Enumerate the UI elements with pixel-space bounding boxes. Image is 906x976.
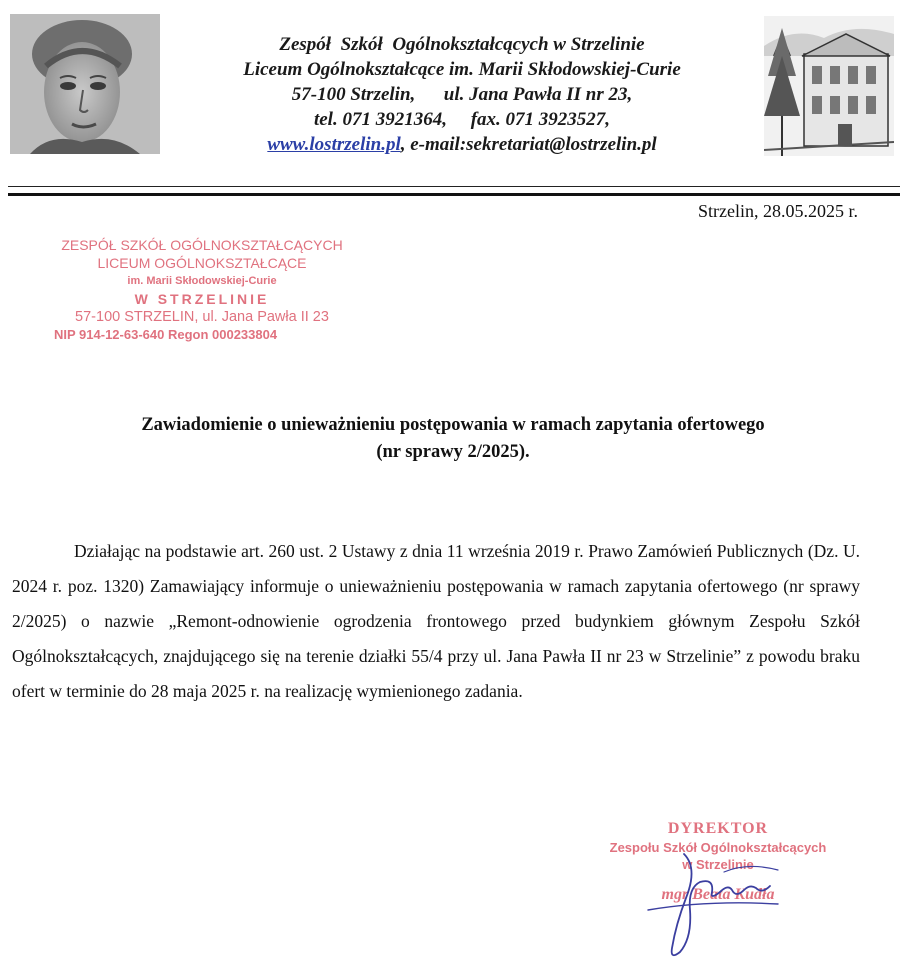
director-org: Zespołu Szkół Ogólnokształcących [609, 840, 827, 855]
director-city: w Strzelinie [682, 857, 754, 872]
school-address: 57-100 Strzelin, ul. Jana Pawła II nr 23, [291, 84, 633, 105]
document-date: Strzelin, 28.05.2025 r. [698, 201, 858, 221]
title-line-1: Zawiadomienie o unieważnieniu postępowania w ramach zapytania ofertowego [141, 415, 765, 435]
school-phone-fax: tel. 071 3921364, fax. 071 3923527, [313, 109, 611, 130]
school-stamp [46, 236, 358, 344]
stamp-line-1: ZESPÓŁ SZKÓŁ OGÓLNOKSZTAŁCĄCYCH [61, 237, 343, 253]
document-title [20, 412, 886, 466]
portrait-engraving-icon [10, 14, 160, 154]
title-line-2: (nr sprawy 2/2025). [376, 442, 530, 462]
document-body [12, 534, 860, 709]
email-text: , e-mail:sekretariat@lostrzelin.pl [400, 134, 657, 155]
director-role: DYREKTOR [667, 820, 769, 837]
school-subname: Liceum Ogólnokształcące im. Marii Skłodowskiej-Curie [243, 59, 681, 80]
website-link[interactable]: www.lostrzelin.pl [267, 134, 401, 155]
letterhead [160, 32, 764, 157]
stamp-line-2: LICEUM OGÓLNOKSZTAŁCĄCE [97, 255, 307, 271]
stamp-line-4: W STRZELINIE [134, 291, 270, 307]
handwritten-signature-icon [628, 848, 808, 964]
school-building-engraving-icon [764, 16, 894, 156]
school-contact-line [160, 132, 764, 157]
stamp-line-3: im. Marii Skłodowskiej-Curie [127, 275, 277, 287]
header-divider-thin [8, 186, 900, 187]
director-name: mgr Beata Kudła [661, 886, 775, 903]
school-name: Zespół Szkół Ogólnokształcących w Strzelinie [279, 34, 645, 55]
body-paragraph: Działając na podstawie art. 260 ust. 2 Ustawy z dnia 11 września 2019 r. Prawo Zamówień Publicznych (Dz. U. 2024 r. poz. 1320) Zamawiający informuje o unieważnieniu postępowania w ramach zapytania ofertowego (nr sprawy 2/2025) o nazwie „Remont-odnowienie ogrodzenia frontowego przed budynkiem głównym Zespołu Szkół Ogólnokształcących, znajdującego się na terenie działki 55/4 przy ul. Jana Pawła II nr 23 w Strzelinie” z powodu braku ofert w terminie do 28 maja 2025 r. na realizację wymienionego zadania. [12, 541, 860, 701]
stamp-line-5: 57-100 STRZELIN, ul. Jana Pawła II 23 [75, 309, 329, 325]
header-divider-thick [8, 193, 900, 196]
stamp-line-6: NIP 914-12-63-640 Regon 000233804 [54, 327, 278, 342]
